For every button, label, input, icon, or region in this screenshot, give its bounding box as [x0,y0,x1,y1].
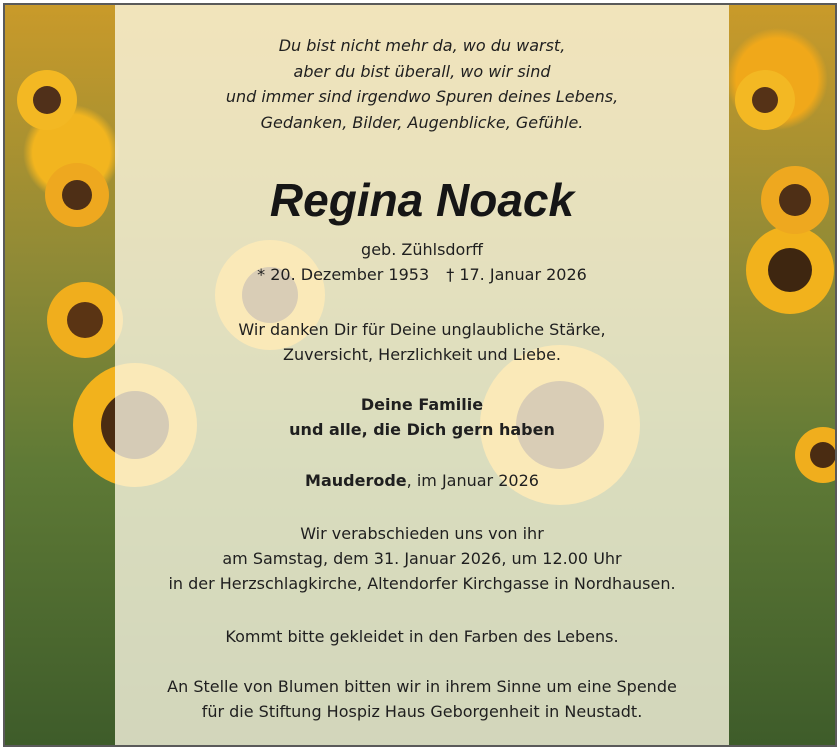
poem-line: aber du bist überall, wo wir sind [293,61,551,81]
deceased-name: Regina Noack [269,174,575,226]
sunflower-right-top [735,70,829,234]
death-date: † 17. Januar 2026 [446,265,587,284]
donation-line: für die Stiftung Hospiz Haus Geborgenheit in Neustadt. [201,702,643,721]
dress-code: Kommt bitte gekleidet in den Farben des Lebens. [225,627,619,646]
birth-date: * 20. Dezember 1953 [257,265,430,284]
obituary-card [3,3,837,747]
poem-line: Du bist nicht mehr da, wo du warst, [278,36,566,55]
date-text: , im Januar 2026 [406,471,539,490]
thanks-line: Zuversicht, Herzlichkeit und Liebe. [283,345,561,364]
funeral-line: Wir verabschieden uns von ihr [300,524,544,543]
place: Mauderode [305,471,407,490]
sunflower-right-large [746,226,834,314]
donation-line: An Stelle von Blumen bitten wir in ihrem Sinne um eine Spende [167,677,677,696]
signature-family: Deine Familie [360,395,484,414]
sunflower-left-top [17,70,109,227]
life-dates [115,262,729,287]
place-date [115,468,729,493]
poem-line: und immer sind irgendwo Spuren deines Lebens, [225,87,619,106]
poem [115,33,729,135]
funeral-line: am Samstag, dem 31. Januar 2026, um 12.00 Uhr [222,549,622,568]
sunflower-left-mid [47,282,123,358]
poem-line: Gedanken, Bilder, Augenblicke, Gefühle. [260,112,584,132]
thanks-line: Wir danken Dir für Deine unglaubliche Stärke, [238,320,606,339]
sunflower-right-bottom [795,427,835,483]
obituary-content [115,5,729,745]
signature-others: und alle, die Dich gern haben [289,420,555,439]
funeral-line: in der Herzschlagkirche, Altendorfer Kirchgasse in Nordhausen. [168,574,676,593]
birth-name: geb. Zühlsdorff [361,240,483,259]
